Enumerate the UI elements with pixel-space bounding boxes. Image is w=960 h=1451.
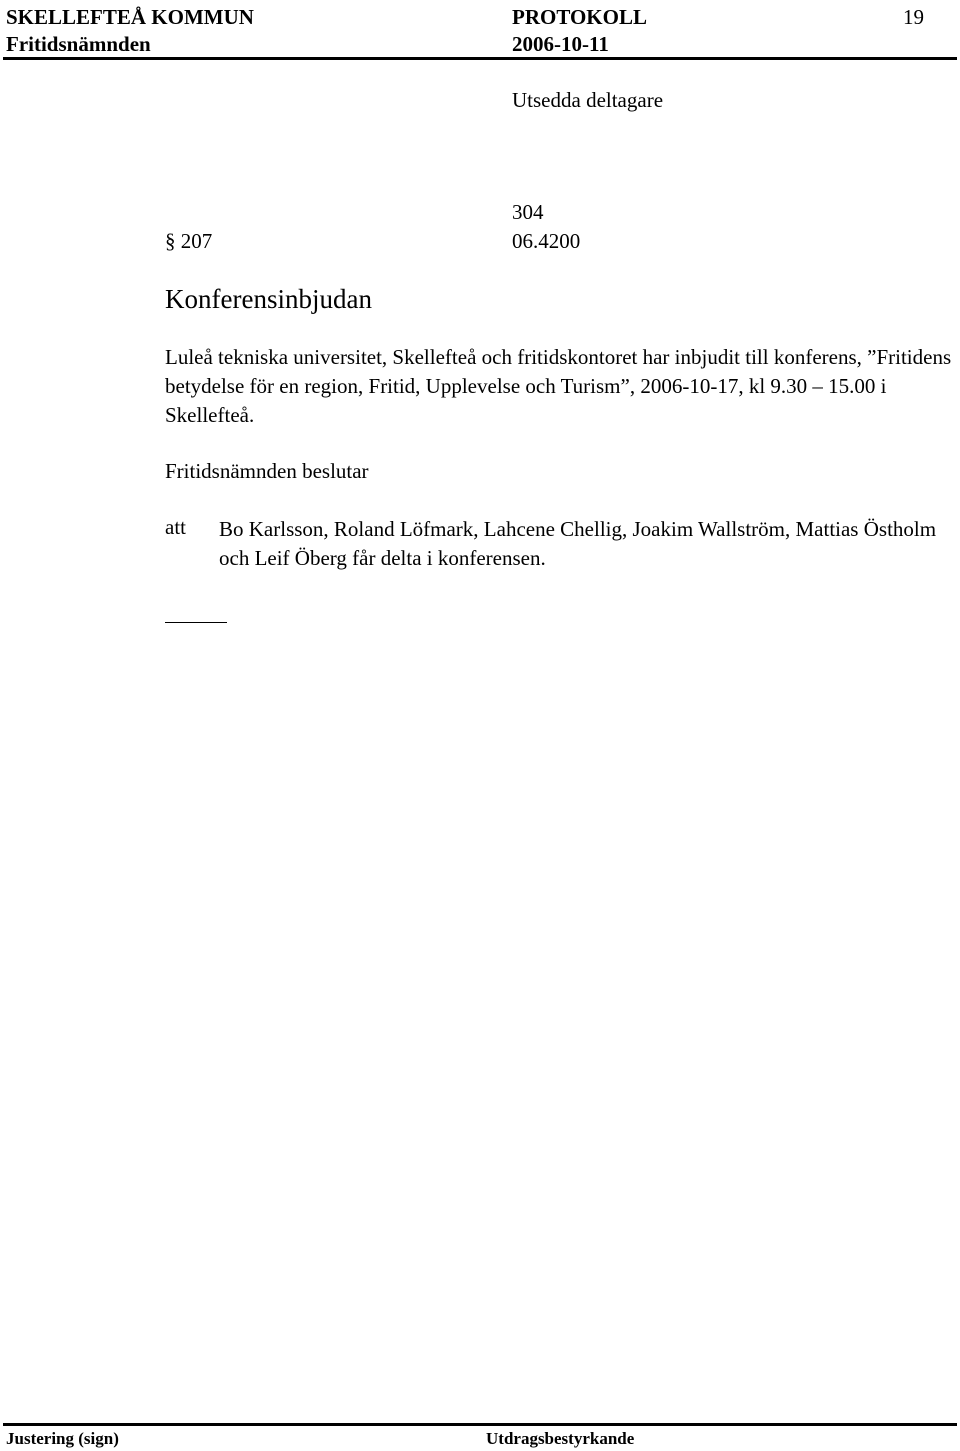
meeting-date: 2006-10-11 <box>512 32 609 56</box>
document-type: PROTOKOLL <box>512 5 647 29</box>
footer-signature-label: Justering (sign) <box>6 1429 119 1448</box>
att-label: att <box>165 515 186 539</box>
committee-name: Fritidsnämnden <box>6 32 151 56</box>
classification-code: 06.4200 <box>512 229 581 253</box>
end-of-section-line <box>165 622 227 623</box>
header-rule <box>3 57 957 60</box>
distribution-list: Utsedda deltagare <box>512 88 664 112</box>
footer-rule <box>3 1423 957 1426</box>
organization-name: SKELLEFTEÅ KOMMUN <box>6 5 254 29</box>
footer-certification-label: Utdragsbestyrkande <box>486 1429 635 1448</box>
decision-text: Bo Karlsson, Roland Löfmark, Lahcene Chellig, Joakim Wallström, Mattias Östholm och Leif Öberg får delta i konferensen. <box>219 517 937 570</box>
page-title: Konferensinbjudan <box>165 284 372 314</box>
diary-number: 304 <box>512 200 544 224</box>
decision-heading: Fritidsnämnden beslutar <box>165 459 369 483</box>
page-number: 19 <box>903 5 924 29</box>
paragraph-number: § 207 <box>165 229 213 253</box>
body-paragraph: Luleå tekniska universitet, Skellefteå och fritidskontoret har inbjudit till konferens, ”Fritidens betydelse för en region, Fritid, Upplevelse och Turism”, 2006-10-17, kl 9.30 – 15.00 i Skellefteå. <box>165 345 952 427</box>
